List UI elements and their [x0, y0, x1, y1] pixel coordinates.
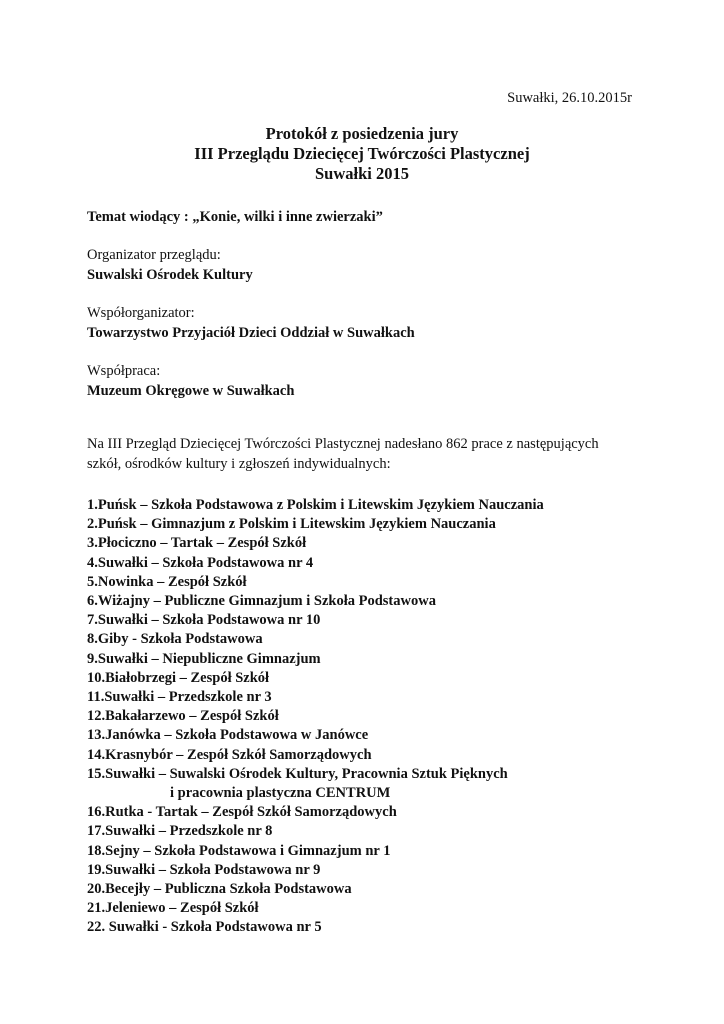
title-line-3: Suwałki 2015 — [315, 164, 409, 183]
cooperation-value: Muzeum Okręgowe w Suwałkach — [87, 383, 295, 399]
document-date: Suwałki, 26.10.2015r — [507, 90, 632, 106]
list-item: 17.Suwałki – Przedszkole nr 8 — [87, 823, 273, 840]
title-line-1: Protokół z posiedzenia jury — [265, 124, 459, 143]
list-item: 4.Suwałki – Szkoła Podstawowa nr 4 — [87, 554, 314, 571]
coorganizer-label: Współorganizator: — [87, 305, 195, 321]
list-item: 20.Becejły – Publiczna Szkoła Podstawowa — [87, 881, 352, 898]
list-item: 1.Puńsk – Szkoła Podstawowa z Polskim i Litewskim Językiem Nauczania — [87, 497, 544, 513]
list-item: 18.Sejny – Szkoła Podstawowa i Gimnazjum nr 1 — [87, 842, 391, 859]
list-item: 5.Nowinka – Zespół Szkół — [87, 573, 247, 590]
list-item: 22. Suwałki - Szkoła Podstawowa nr 5 — [87, 919, 322, 936]
list-item: 13.Janówka – Szkoła Podstawowa w Janówce — [87, 727, 369, 744]
cooperation-label: Współpraca: — [87, 363, 161, 379]
list-item: 16.Rutka - Tartak – Zespół Szkół Samorządowych — [87, 804, 397, 821]
list-item: 10.Białobrzegi – Zespół Szkół — [87, 669, 270, 686]
schools-list — [87, 496, 647, 938]
list-item: 9.Suwałki – Niepubliczne Gimnazjum — [87, 650, 321, 667]
list-item-continuation: i pracownia plastyczna CENTRUM — [170, 785, 391, 802]
list-item: 2.Puńsk – Gimnazjum z Polskim i Litewskim Językiem Nauczania — [87, 516, 496, 533]
intro-line-2: szkół, ośrodków kultury i zgłoszeń indywidualnych: — [87, 456, 391, 472]
document-title — [0, 124, 724, 184]
coorganizer-section — [87, 303, 647, 343]
list-item: 15.Suwałki – Suwalski Ośrodek Kultury, Pracownia Sztuk Pięknych — [87, 765, 508, 782]
intro-paragraph — [87, 434, 647, 474]
document-body — [87, 207, 647, 938]
organizer-section — [87, 245, 647, 285]
intro-line-1: Na III Przegląd Dziecięcej Twórczości Plastycznej nadesłano 862 prace z następujących — [87, 436, 599, 452]
organizer-value: Suwalski Ośrodek Kultury — [87, 267, 253, 283]
list-item: 6.Wiżajny – Publiczne Gimnazjum i Szkoła Podstawowa — [87, 593, 436, 610]
list-item: 11.Suwałki – Przedszkole nr 3 — [87, 689, 272, 706]
coorganizer-value: Towarzystwo Przyjaciół Dzieci Oddział w Suwałkach — [87, 325, 415, 341]
list-item: 3.Płociczno – Tartak – Zespół Szkół — [87, 535, 307, 552]
list-item: 8.Giby - Szkoła Podstawowa — [87, 631, 263, 648]
list-item: 14.Krasnybór – Zespół Szkół Samorządowych — [87, 746, 372, 763]
cooperation-section — [87, 361, 647, 401]
organizer-label: Organizator przeglądu: — [87, 247, 221, 263]
theme-line: Temat wiodący : „Konie, wilki i inne zwierzaki” — [87, 209, 383, 225]
list-item: 19.Suwałki – Szkoła Podstawowa nr 9 — [87, 861, 321, 878]
list-item: 21.Jeleniewo – Zespół Szkół — [87, 900, 259, 917]
title-line-2: III Przeglądu Dziecięcej Twórczości Plastycznej — [194, 144, 530, 163]
list-item: 7.Suwałki – Szkoła Podstawowa nr 10 — [87, 612, 321, 629]
list-item: 12.Bakałarzewo – Zespół Szkół — [87, 708, 279, 725]
